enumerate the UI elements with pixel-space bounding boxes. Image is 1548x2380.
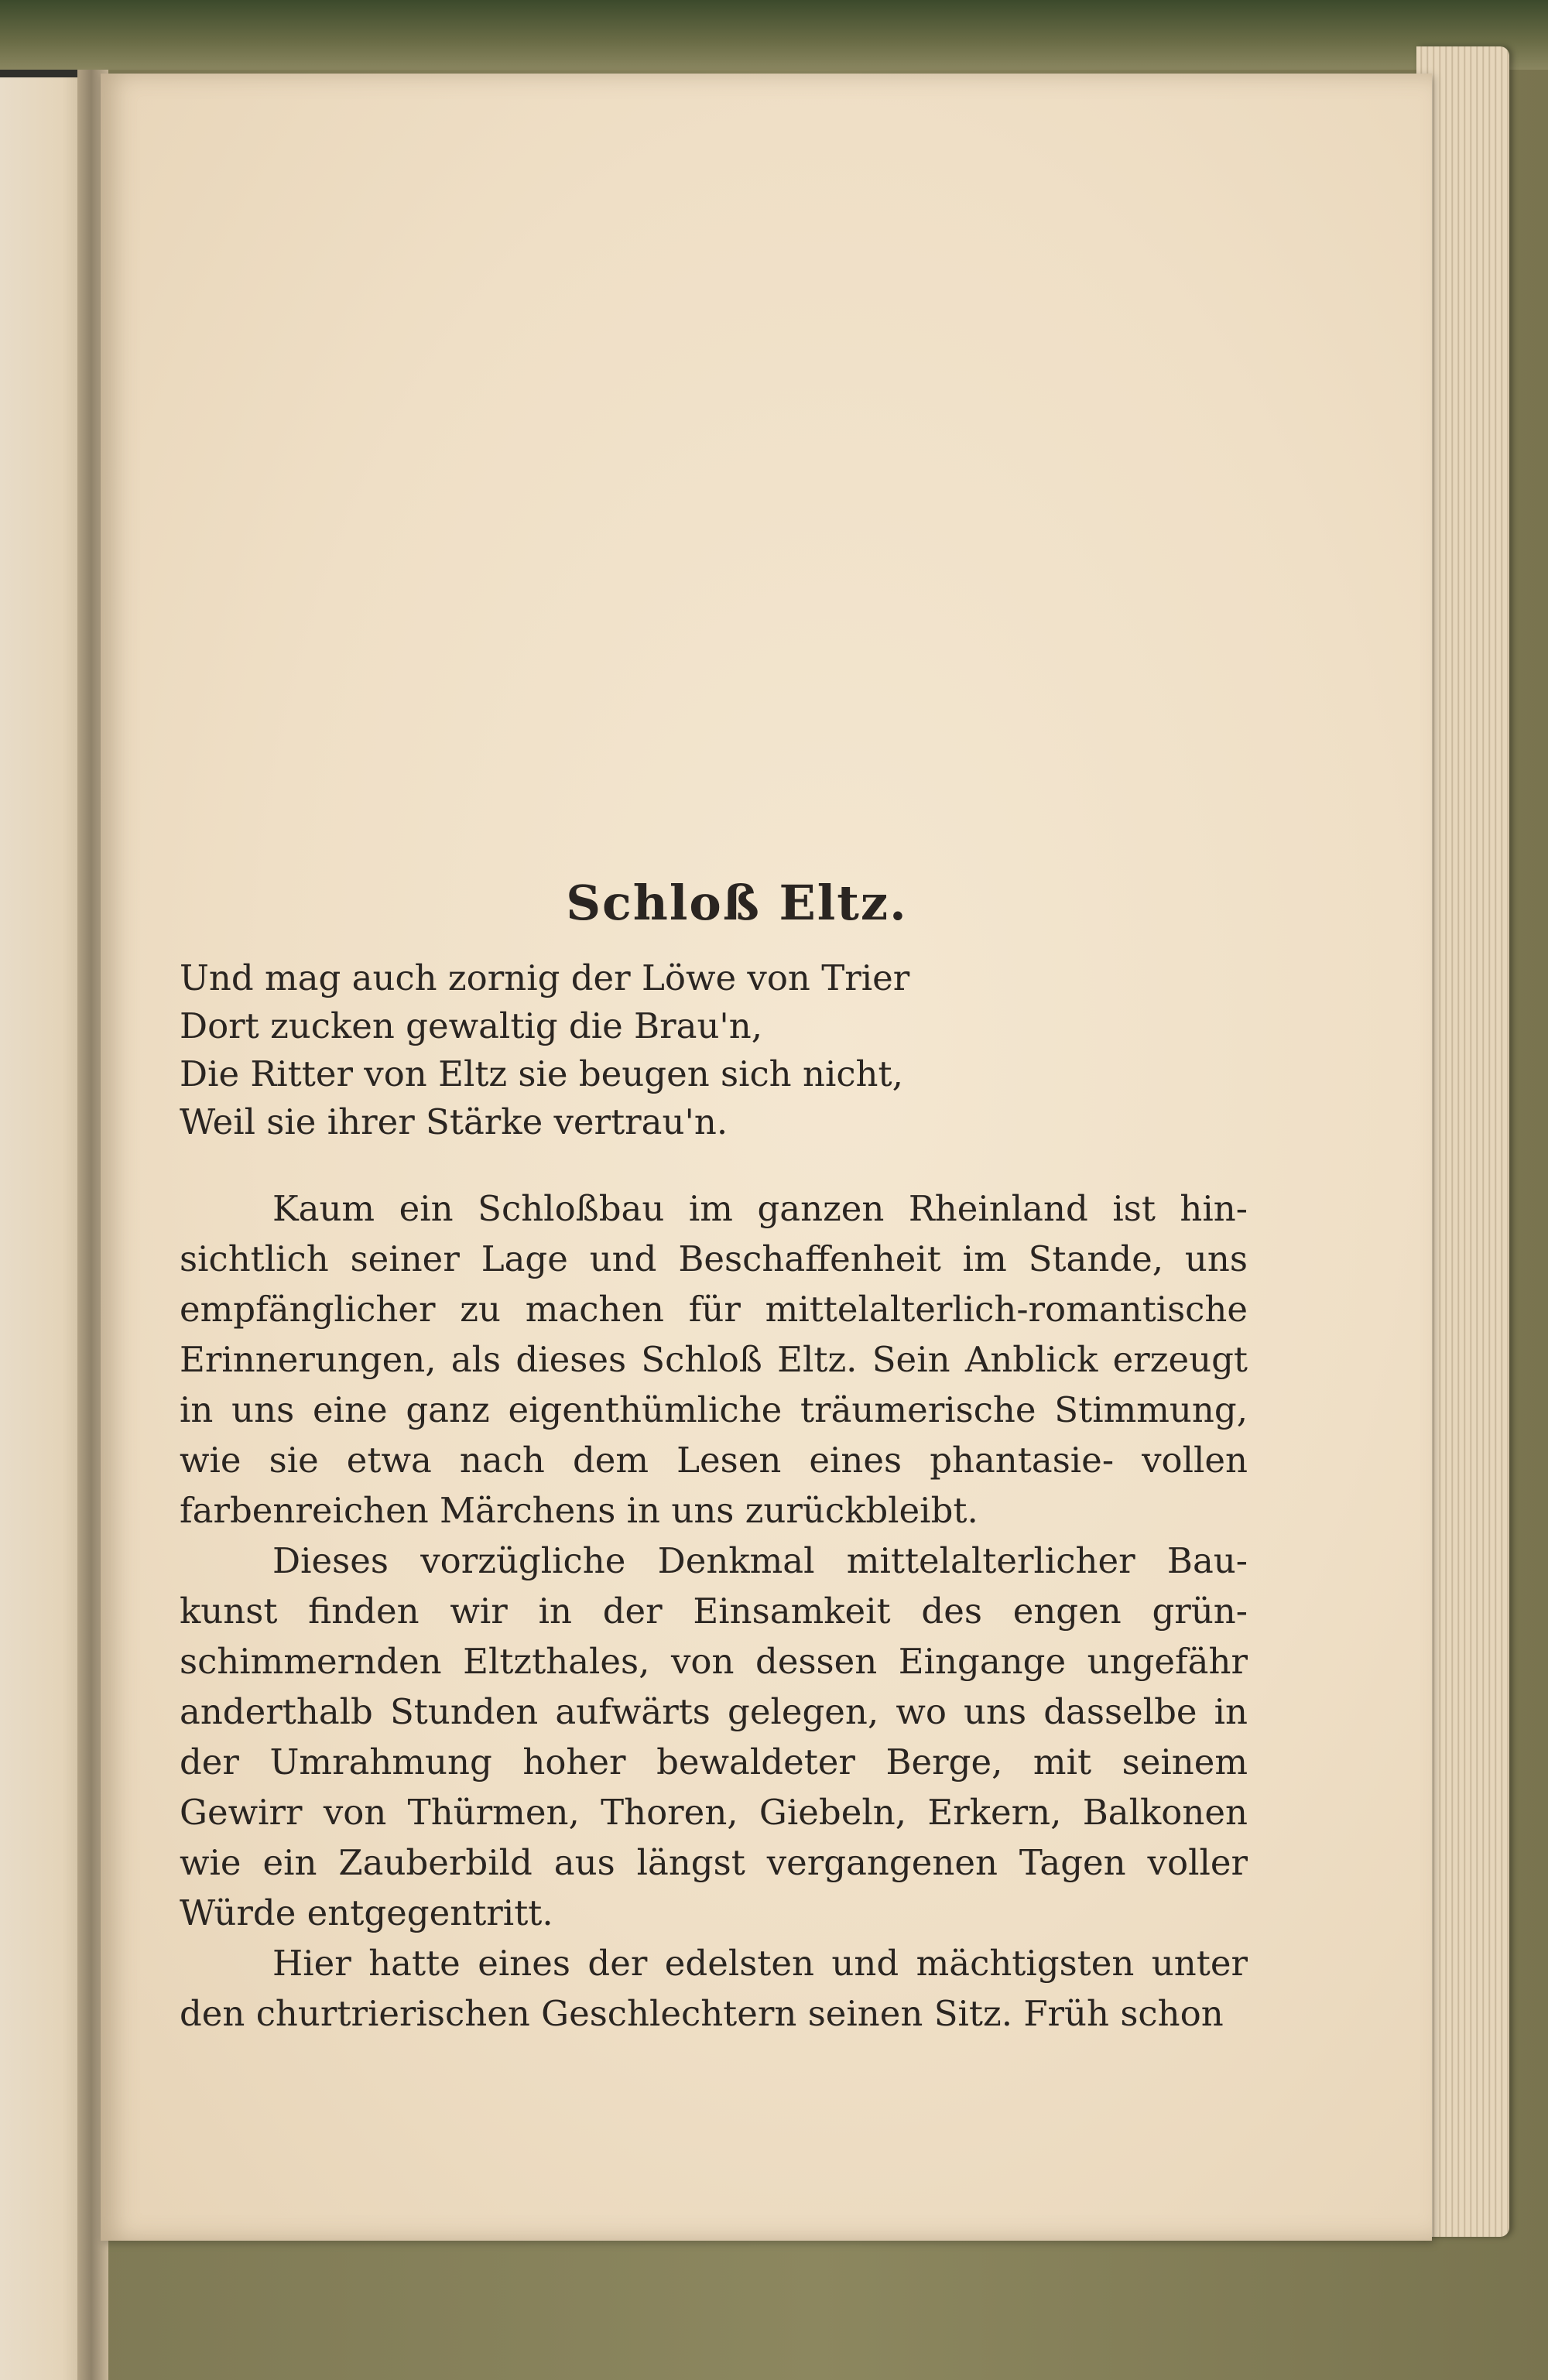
body-paragraph: Hier hatte eines der edelsten und mächtigsten unter den churtrierischen Geschlechtern seinen Sitz. Früh schon	[180, 1943, 1248, 2034]
verse-epigraph	[180, 954, 1248, 1146]
left-page-edge	[0, 77, 89, 2380]
verse-line: Die Ritter von Eltz sie beugen sich nicht,	[180, 1053, 903, 1094]
book-cover-top-edge	[0, 0, 1548, 70]
page-text	[180, 875, 1248, 2039]
body-paragraph: Dieses vorzügliche Denkmal mittelalterlicher Bau- kunst finden wir in der Einsamkeit des engen grün- schimmernden Eltzthales, von dessen Eingange ungefähr anderthalb Stunden aufwärts gelegen, wo uns dasselbe in der Umrahmung hoher bewaldeter Berge, mit seinem Gewirr von Thürmen, Thoren, Giebeln, Erkern, Balkonen wie ein Zauberbild aus längst vergangenen Tagen voller Würde entgegentritt.	[180, 1540, 1248, 1933]
verse-line: Weil sie ihrer Stärke vertrau'n.	[180, 1101, 728, 1142]
body-paragraph: Kaum ein Schloßbau im ganzen Rheinland ist hin- sichtlich seiner Lage und Beschaffenheit im Stande, uns empfänglicher zu machen für mittelalterlich-romantische Erinnerungen, als dieses Schloß Eltz. Sein Anblick erzeugt in uns eine ganz eigenthümliche träumerische Stimmung, wie sie etwa nach dem Lesen eines phantasie- vollen farbenreichen Märchens in uns zurückbleibt.	[180, 1188, 1248, 1531]
chapter-title: Schloß Eltz.	[566, 875, 908, 931]
verse-line: Und mag auch zornig der Löwe von Trier	[180, 957, 910, 998]
verse-line: Dort zucken gewaltig die Brau'n,	[180, 1005, 763, 1046]
